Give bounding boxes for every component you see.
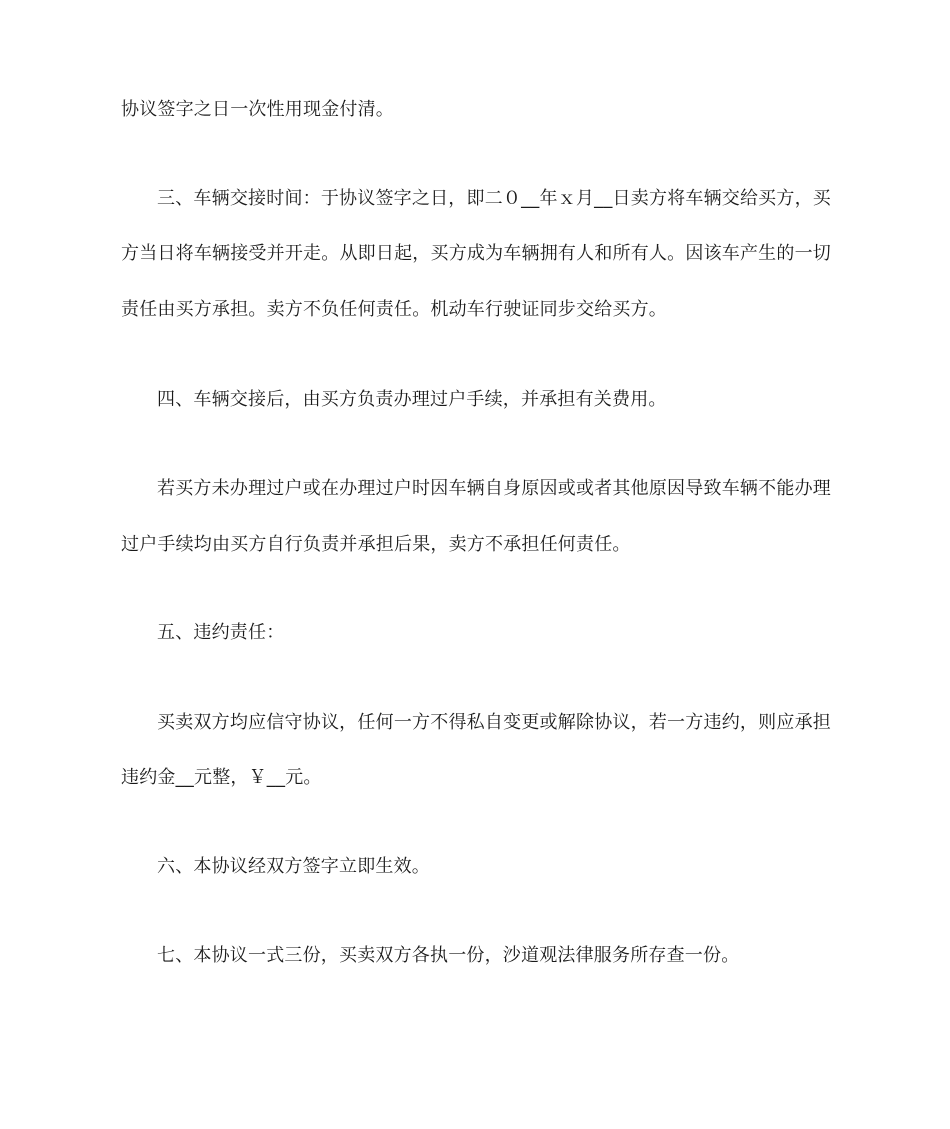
paragraph-line: 买卖双方均应信守协议，任何一方不得私自变更或解除协议，若一方违约，则应承担 bbox=[157, 712, 831, 733]
section-heading: 五、违约责任： bbox=[157, 622, 285, 643]
paragraph-line: 协议签字之日一次性用现金付清。 bbox=[121, 99, 394, 120]
paragraph-line: 七、本协议一式三份，买卖双方各执一份，沙道观法律服务所存查一份。 bbox=[157, 945, 740, 966]
paragraph-line: 违约金__元整，￥__元。 bbox=[121, 767, 322, 788]
paragraph-line: 过户手续均由买方自行负责并承担后果，卖方不承担任何责任。 bbox=[121, 534, 631, 555]
paragraph-line: 责任由买方承担。卖方不负任何责任。机动车行驶证同步交给买方。 bbox=[121, 299, 667, 320]
paragraph-line: 方当日将车辆接受并开走。从即日起，买方成为车辆拥有人和所有人。因该车产生的一切 bbox=[121, 243, 831, 264]
paragraph-line: 四、车辆交接后，由买方负责办理过户手续，并承担有关费用。 bbox=[157, 389, 667, 410]
paragraph-line: 三、车辆交接时间：于协议签字之日，即二０__年ｘ月__日卖方将车辆交给买方，买 bbox=[157, 188, 831, 209]
paragraph-line: 若买方未办理过户或在办理过户时因车辆自身原因或或者其他原因导致车辆不能办理 bbox=[157, 478, 831, 499]
paragraph-line: 六、本协议经双方签字立即生效。 bbox=[157, 856, 430, 877]
